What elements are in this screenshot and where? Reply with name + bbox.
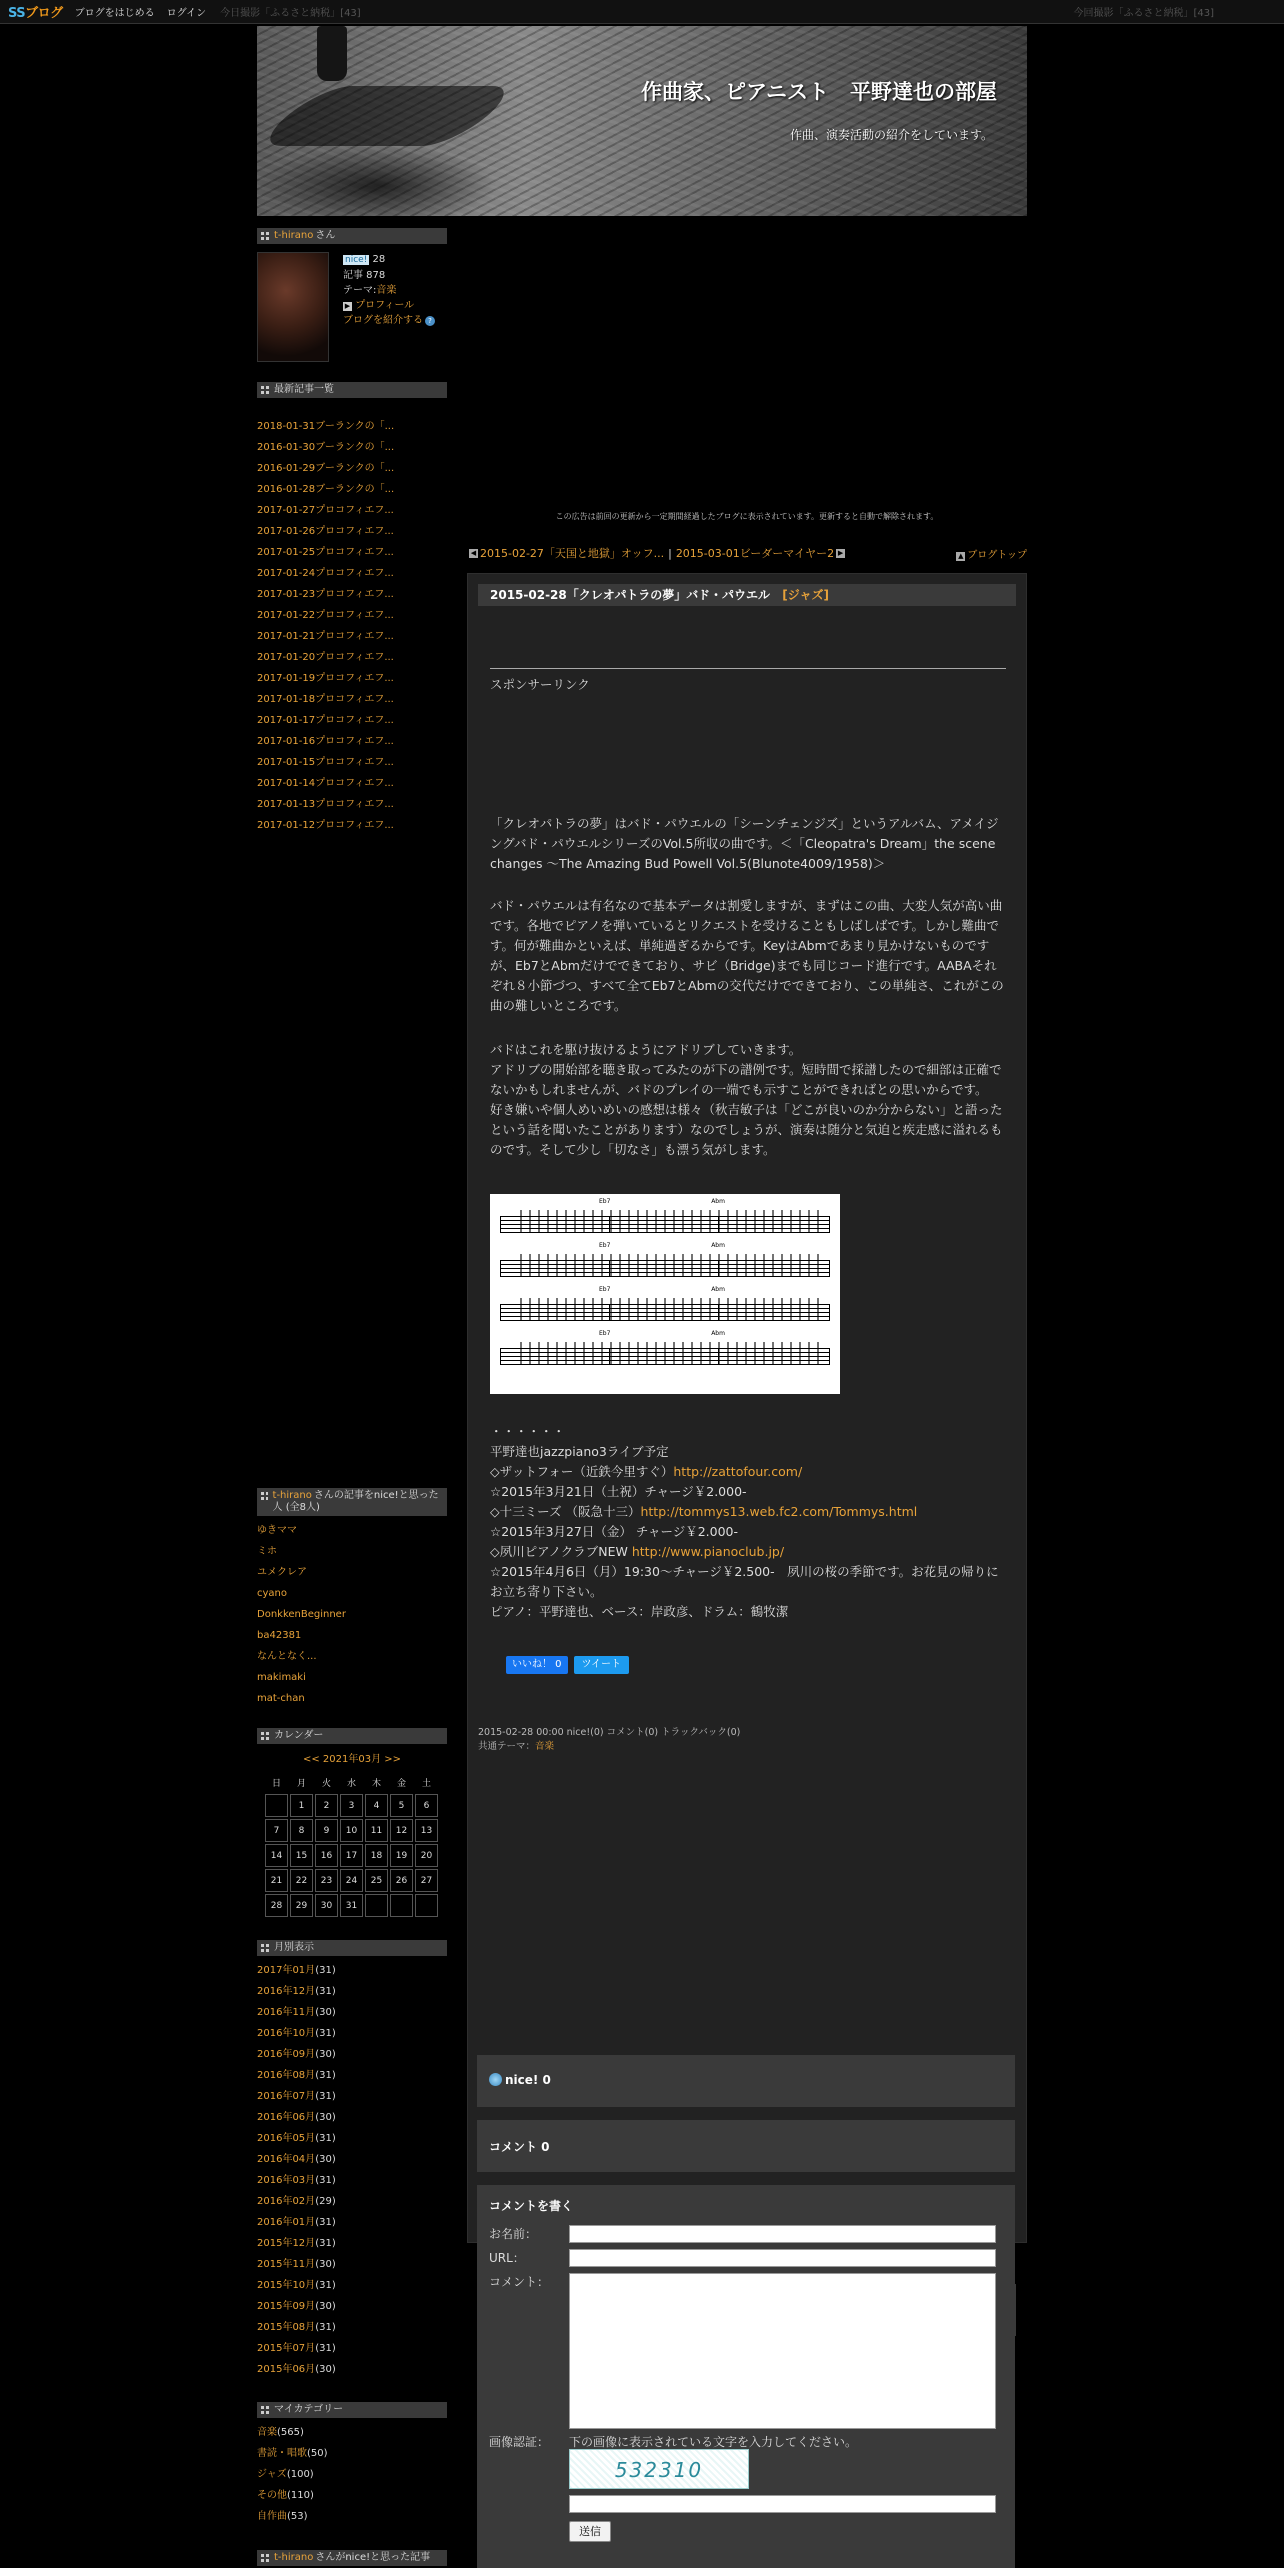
- calendar-day: 4: [365, 1794, 388, 1817]
- archive-count: (31): [315, 1986, 336, 1997]
- calendar-day: 2: [315, 1794, 338, 1817]
- nice-count: 28: [372, 254, 386, 265]
- archive-month-link[interactable]: 2016年07月: [257, 2091, 316, 2102]
- calendar-day: 14: [265, 1844, 288, 1867]
- category-count: (110): [287, 2490, 314, 2501]
- meta-comment-link[interactable]: コメント(0): [606, 1727, 659, 1738]
- facebook-like-button[interactable]: いいね！ 0: [506, 1656, 568, 1674]
- archive-month-link[interactable]: 2015年08月: [257, 2322, 316, 2333]
- calendar-day: 8: [290, 1819, 313, 1842]
- archive-count: (31): [315, 1965, 336, 1976]
- recent-article-link[interactable]: 2018-01-31ブーランクの「...: [257, 421, 395, 432]
- archive-month-link[interactable]: 2016年04月: [257, 2154, 316, 2165]
- meta-theme-link[interactable]: 音楽: [535, 1741, 555, 1752]
- topbar-note[interactable]: 今日撮影「ふるさと納税」[43]: [220, 8, 361, 19]
- archive-count: (29): [315, 2196, 336, 2207]
- archive-count: (31): [315, 2133, 336, 2144]
- archive-month-link[interactable]: 2015年10月: [257, 2280, 316, 2291]
- calendar-prev-link[interactable]: <<: [302, 1754, 320, 1765]
- profile-link[interactable]: プロフィール: [355, 300, 415, 311]
- calendar-day: [265, 1794, 288, 1817]
- recent-article-link[interactable]: 2017-01-25プロコフィエフ...: [257, 547, 394, 558]
- calendar-day: 3: [340, 1794, 363, 1817]
- nice-badge: nice!: [345, 255, 368, 265]
- recent-article-link[interactable]: 2017-01-22プロコフィエフ...: [257, 610, 394, 621]
- category-link[interactable]: 音楽: [257, 2427, 277, 2438]
- category-count: (100): [286, 2469, 314, 2480]
- recent-article-link[interactable]: 2017-01-26プロコフィエフ...: [257, 526, 394, 537]
- archive-count: (31): [315, 2217, 336, 2228]
- calendar-day: [415, 1894, 438, 1917]
- calendar-day: 17: [340, 1844, 363, 1867]
- archive-count: (31): [315, 2028, 336, 2039]
- calendar-day: 24: [340, 1869, 363, 1892]
- start-blog-link[interactable]: ブログをはじめる: [74, 8, 155, 19]
- arrow-right-icon: ▶: [837, 548, 844, 557]
- recent-article-link[interactable]: 2017-01-19プロコフィエフ...: [257, 673, 394, 684]
- article: [467, 573, 1027, 2243]
- sidebar: [257, 228, 447, 2563]
- meta-trackback-link[interactable]: トラックバック(0): [661, 1727, 741, 1738]
- score-chord: Eb7: [599, 1242, 611, 1249]
- archive-count: (31): [315, 2070, 336, 2081]
- recent-article-link[interactable]: 2017-01-13プロコフィエフ...: [257, 799, 394, 810]
- calendar-day: 28: [265, 1894, 288, 1917]
- grid-icon: [261, 232, 269, 240]
- arrow-left-icon: ◀: [470, 548, 477, 557]
- archive-box-title: 月別表示: [257, 1940, 447, 1956]
- score-staff: [500, 1242, 830, 1294]
- article-paragraph-1: 「クレオパトラの夢」はバド・パウエルの「シーンチェンジズ」というアルバム、アメイジングバド・パウエルシリーズのVol.5所収の曲です。＜「Cleopatra's Dream」the scene changes 〜The Amazing Bud Powell Vol.5(Blunote4009/1958)＞: [490, 816, 999, 871]
- live-2-link[interactable]: http://tommys13.web.fc2.com/Tommys.html: [640, 1504, 918, 1519]
- calendar-day: 19: [390, 1844, 413, 1867]
- comment-panel-title: コメント 0: [489, 2140, 550, 2154]
- archive-count: (30): [315, 2301, 336, 2312]
- nicers-box-title: t-hirano さんの記事をnice!と思った人 (全8人): [257, 1488, 447, 1516]
- archive-count: (30): [315, 2154, 336, 2165]
- recent-article-link[interactable]: 2017-01-15プロコフィエフ...: [257, 757, 394, 768]
- sponsor-label: スポンサーリンク: [490, 677, 590, 692]
- calendar-box: [257, 1728, 447, 1919]
- score-chord: Abm: [711, 1198, 725, 1205]
- login-link[interactable]: ログイン: [166, 8, 207, 19]
- archive-month-link[interactable]: 2016年03月: [257, 2175, 316, 2186]
- calendar-day: 1: [290, 1794, 313, 1817]
- ad-note: この広告は前回の更新から一定期間経過したブログに表示されています。更新すると自動で解除されます。: [555, 512, 939, 521]
- calendar-day: 29: [290, 1894, 313, 1917]
- archive-count: (30): [315, 2259, 336, 2270]
- archive-month-link[interactable]: 2015年11月: [257, 2259, 316, 2270]
- blog-top-link[interactable]: ブログトップ: [967, 549, 1027, 561]
- calendar-box-title: カレンダー: [257, 1728, 447, 1744]
- arrow-up-icon: ▲: [958, 551, 964, 560]
- tweet-button[interactable]: ツイート: [574, 1656, 630, 1674]
- score-staff: [500, 1330, 830, 1382]
- archive-count: (30): [315, 2364, 336, 2375]
- members: ピアノ：平野達也、ベース：岸政彦、ドラム：鶴牧潔: [490, 1604, 789, 1619]
- nicer-user-link[interactable]: なんとなく...: [257, 1651, 317, 1662]
- blog-description: 作曲、演奏活動の紹介をしています。: [789, 128, 993, 142]
- top-bar: [0, 0, 1284, 24]
- calendar-day: 25: [365, 1869, 388, 1892]
- category-count: (565): [277, 2427, 304, 2438]
- calendar-weekday: 土: [421, 1778, 431, 1789]
- nicer-user-link[interactable]: makimaki: [257, 1672, 306, 1683]
- recent-article-link[interactable]: 2016-01-30ブーランクの「...: [257, 442, 395, 453]
- archive-month-link[interactable]: 2016年09月: [257, 2049, 316, 2060]
- divider: [490, 668, 1006, 669]
- recent-article-link[interactable]: 2016-01-29ブーランクの「...: [257, 463, 395, 474]
- calendar-day: 6: [415, 1794, 438, 1817]
- calendar-day: 7: [265, 1819, 288, 1842]
- archive-list: [257, 1960, 447, 2380]
- archive-month-link[interactable]: 2016年06月: [257, 2112, 316, 2123]
- help-icon[interactable]: ?: [425, 316, 435, 326]
- article-dots: ・・・・・・: [490, 1424, 566, 1439]
- archive-count: (31): [315, 2091, 336, 2102]
- archive-count: (30): [315, 2049, 336, 2060]
- calendar-day: 16: [315, 1844, 338, 1867]
- calendar-day: 21: [265, 1869, 288, 1892]
- recent-articles-list: [257, 416, 447, 836]
- archive-month-link[interactable]: 2015年12月: [257, 2238, 316, 2249]
- profile-info: nice! 28 記事 878 テーマ:音楽 ▶ プロフィール ブログを紹介する ?: [343, 252, 435, 362]
- live-1-date: ☆2015年3月21日（土祝）チャージ￥2.000-: [490, 1484, 747, 1499]
- article-nav: ◀ 2015-02-27「天国と地獄」オッフ... | 2015-03-01ビーダーマイヤー2 ▶ ▲ ブログトップ: [470, 546, 1027, 561]
- recent-article-link[interactable]: 2017-01-12プロコフィエフ...: [257, 820, 394, 831]
- live-3-date: ☆2015年4月6日（月）19:30〜チャージ￥2.500- 夙川の桜の季節です。お花見の帰りにお立ち寄り下さい。: [490, 1564, 999, 1599]
- recent-article-link[interactable]: 2017-01-18プロコフィエフ...: [257, 694, 394, 705]
- calendar-day: 20: [415, 1844, 438, 1867]
- comment-form: [477, 2185, 1015, 2568]
- nicer-user-link[interactable]: DonkkenBeginner: [257, 1609, 346, 1620]
- nice-panel-box: [477, 2055, 1015, 2107]
- article-paragraph-3: バドはこれを駆け抜けるようにアドリブしていきます。 アドリブの開始部を聴き取ってみたのが下の譜例です。短時間で採譜したので細部は正確でないかもしれませんが、バドのプレイの一端でも示すことができればとの思いからです。 好き嫌いや個人めいめいの感想は様々（秋吉敏子は「どこが良いのか分からない」と語ったという話を聞いたことがあります）なのでしょうが、演奏は随分と気迫と疾走感に溢れるものです。そして少し「切なさ」も漂う気がします。: [490, 1042, 1003, 1157]
- category-link[interactable]: その他: [257, 2490, 287, 2501]
- site-logo[interactable]: SSブログ: [8, 6, 63, 21]
- nicer-user-link[interactable]: ゆきママ: [257, 1525, 297, 1536]
- comment-label: コメント：: [489, 2275, 550, 2289]
- captcha-image: 532310: [569, 2449, 749, 2489]
- calendar-day: 23: [315, 1869, 338, 1892]
- music-score-image[interactable]: [490, 1194, 840, 1394]
- recent-article-link[interactable]: 2017-01-17プロコフィエフ...: [257, 715, 394, 726]
- archive-month-link[interactable]: 2016年05月: [257, 2133, 316, 2144]
- calendar-day: 11: [365, 1819, 388, 1842]
- avatar[interactable]: [257, 252, 329, 362]
- grid-icon: [261, 1732, 269, 1740]
- live-1-link[interactable]: http://zattofour.com/: [673, 1464, 803, 1479]
- live-3-link[interactable]: http://www.pianoclub.jp/: [631, 1544, 785, 1559]
- recent-article-link[interactable]: 2017-01-20プロコフィエフ...: [257, 652, 394, 663]
- header-photo-shadow: [257, 86, 523, 146]
- category-box: [257, 2402, 447, 2527]
- arrow-right-icon: ▶: [344, 302, 351, 310]
- recent-article-link[interactable]: 2016-01-28ブーランクの「...: [257, 484, 395, 495]
- archive-month-link[interactable]: 2017年01月: [257, 1965, 316, 1976]
- score-chord: Abm: [711, 1330, 725, 1337]
- calendar-weekday: 水: [346, 1778, 356, 1789]
- archive-count: (31): [315, 2322, 336, 2333]
- recent-article-link[interactable]: 2017-01-14プロコフィエフ...: [257, 778, 394, 789]
- live-1: ◇ザットフォー（近鉄今里すぐ）http://zattofour.com/: [490, 1464, 803, 1479]
- score-chord: Eb7: [599, 1286, 611, 1293]
- nicers-user-link[interactable]: t-hirano: [272, 1490, 312, 1501]
- calendar-day: 13: [415, 1819, 438, 1842]
- article-count: 記事 878: [343, 270, 386, 281]
- recent-article-link[interactable]: 2017-01-16プロコフィエフ...: [257, 736, 394, 747]
- article-category-link[interactable]: [ジャズ]: [782, 588, 829, 602]
- nicer-user-link[interactable]: mat-chan: [257, 1693, 305, 1704]
- grid-icon: [261, 1492, 268, 1500]
- submit-button[interactable]: 送信: [569, 2521, 611, 2542]
- category-count: (50): [307, 2448, 328, 2459]
- topbar-right-note[interactable]: 今回撮影「ふるさと納税」[43]: [1073, 8, 1214, 19]
- article-meta: 2015-02-28 00:00 nice!(0) コメント(0) トラックバック(0) 共通テーマ：音楽: [478, 1727, 741, 1752]
- calendar-day: [390, 1894, 413, 1917]
- calendar-day: 27: [415, 1869, 438, 1892]
- share-buttons: [506, 1656, 629, 1674]
- profile-box: [257, 252, 447, 362]
- archive-month-link[interactable]: 2015年06月: [257, 2364, 316, 2375]
- name-input[interactable]: [569, 2225, 996, 2243]
- blog-header: [257, 26, 1027, 216]
- archive-count: (31): [315, 2238, 336, 2249]
- calendar-table: [263, 1770, 440, 1919]
- category-link[interactable]: ジャズ: [257, 2469, 287, 2480]
- profile-user-link[interactable]: t-hirano: [274, 230, 314, 241]
- blog-title[interactable]: 作曲家、ピアニスト 平野達也の部屋: [641, 80, 997, 104]
- category-count: (53): [287, 2511, 308, 2522]
- nicer-user-link[interactable]: cyano: [257, 1588, 287, 1599]
- recent-article-link[interactable]: 2017-01-24プロコフィエフ...: [257, 568, 394, 579]
- nicers-list: [257, 1520, 447, 1709]
- category-link[interactable]: 自作曲: [257, 2511, 287, 2522]
- live-2: ◇十三ミーズ （阪急十三）http://tommys13.web.fc2.com/Tommys.html: [490, 1504, 918, 1519]
- bottom-box-title: t-hirano さんがnice!と思った記事: [257, 2550, 447, 2566]
- prev-article-link[interactable]: 2015-02-27「天国と地獄」オッフ...: [480, 547, 665, 560]
- archive-month-link[interactable]: 2015年09月: [257, 2301, 316, 2312]
- archive-month-link[interactable]: 2015年07月: [257, 2343, 316, 2354]
- score-staff: [500, 1286, 830, 1338]
- calendar-day: 9: [315, 1819, 338, 1842]
- recent-article-link[interactable]: 2017-01-23プロコフィエフ...: [257, 589, 394, 600]
- score-staff: [500, 1198, 830, 1250]
- recent-article-link[interactable]: 2017-01-21プロコフィエフ...: [257, 631, 394, 642]
- calendar-weekday: 月: [296, 1778, 306, 1789]
- nice-icon: [489, 2073, 502, 2086]
- meta-nice-link[interactable]: nice!(0): [566, 1727, 604, 1738]
- category-box-title: マイカテゴリー: [257, 2402, 447, 2418]
- nice-count-title: nice! 0: [505, 2073, 551, 2087]
- category-list: [257, 2422, 447, 2527]
- captcha-input[interactable]: [569, 2495, 996, 2513]
- calendar-day: 30: [315, 1894, 338, 1917]
- article-title-bar: [478, 584, 1016, 606]
- archive-count: (31): [315, 2175, 336, 2186]
- calendar-next-link[interactable]: >>: [384, 1754, 402, 1765]
- score-chord: Abm: [711, 1286, 725, 1293]
- article-title[interactable]: 2015-02-28「クレオパトラの夢」バド・パウエル: [490, 588, 771, 602]
- name-label: お名前：: [489, 2227, 538, 2241]
- calendar-weekday: 火: [321, 1778, 331, 1789]
- grid-icon: [261, 2406, 269, 2414]
- calendar-day: 18: [365, 1844, 388, 1867]
- captcha-label: 画像認証：: [489, 2435, 550, 2449]
- archive-month-link[interactable]: 2016年11月: [257, 2007, 316, 2018]
- blog-intro-link[interactable]: ブログを紹介する: [343, 315, 423, 326]
- recent-box-title: 最新記事一覧: [257, 382, 447, 398]
- nicer-user-link[interactable]: ba42381: [257, 1630, 302, 1641]
- archive-month-link[interactable]: 2016年02月: [257, 2196, 316, 2207]
- header-photo-figure: [317, 26, 347, 81]
- calendar-day: 10: [340, 1819, 363, 1842]
- calendar-month-nav: [257, 1750, 447, 1766]
- comment-form-title: コメントを書く: [489, 2199, 574, 2213]
- archive-count: (30): [315, 2007, 336, 2018]
- bottom-box-user-link[interactable]: t-hirano: [274, 2552, 314, 2563]
- calendar-month-link[interactable]: 2021年03月: [322, 1754, 382, 1765]
- calendar-day: 15: [290, 1844, 313, 1867]
- nicer-user-link[interactable]: ユメクレア: [257, 1567, 307, 1578]
- url-input[interactable]: [569, 2249, 996, 2267]
- score-chord: Eb7: [599, 1198, 611, 1205]
- grid-icon: [261, 1944, 269, 1952]
- live-3: ◇夙川ピアノクラブNEW http://www.pianoclub.jp/: [490, 1544, 785, 1559]
- comment-textarea[interactable]: [569, 2273, 996, 2429]
- calendar-weekday: 日: [271, 1778, 281, 1789]
- archive-month-link[interactable]: 2016年12月: [257, 1986, 316, 1997]
- calendar-day: 22: [290, 1869, 313, 1892]
- archive-month-link[interactable]: 2016年08月: [257, 2070, 316, 2081]
- live-title: 平野達也jazzpiano3ライブ予定: [490, 1444, 669, 1459]
- next-article-link[interactable]: 2015-03-01ビーダーマイヤー2: [675, 547, 835, 560]
- grid-icon: [261, 386, 269, 394]
- archive-month-link[interactable]: 2016年10月: [257, 2028, 316, 2039]
- recent-article-link[interactable]: 2017-01-27プロコフィエフ...: [257, 505, 394, 516]
- calendar-day: [365, 1894, 388, 1917]
- theme-link[interactable]: 音楽: [376, 285, 397, 296]
- calendar-day: 12: [390, 1819, 413, 1842]
- archive-count: (30): [315, 2112, 336, 2123]
- score-chord: Eb7: [599, 1330, 611, 1337]
- live-2-date: ☆2015年3月27日（金） チャージ￥2.000-: [490, 1524, 739, 1539]
- calendar-day: 26: [390, 1869, 413, 1892]
- archive-box: [257, 1940, 447, 2380]
- article-paragraph-2: バド・パウエルは有名なので基本データは割愛しますが、まずはこの曲、大変人気が高い曲です。各地でピアノを弾いているとリクエストを受けることもしばしばです。しかし難曲です。何が難曲かといえば、単純過ぎるからです。KeyはAbmであまり見かけないものですが、Eb7とAbmだけでできており、サビ（Bridge)までも同じコード進行です。AABAそれぞれ８小節づつ、すべて全てEb7とAbmの交代だけでできており、この単純さ、これがこの曲の難しいところです。: [490, 898, 1004, 1013]
- calendar-day: 5: [390, 1794, 413, 1817]
- calendar-day: 31: [340, 1894, 363, 1917]
- archive-month-link[interactable]: 2016年01月: [257, 2217, 316, 2228]
- nicer-user-link[interactable]: ミホ: [257, 1546, 277, 1557]
- archive-count: (31): [315, 2343, 336, 2354]
- category-link[interactable]: 書読・唱歌: [257, 2448, 307, 2459]
- url-label: URL：: [489, 2251, 525, 2265]
- comment-panel: [477, 2120, 1015, 2172]
- score-chord: Abm: [711, 1242, 725, 1249]
- profile-box-title: t-hirano さん: [257, 228, 447, 244]
- calendar-weekday: 木: [371, 1778, 381, 1789]
- calendar-weekday: 金: [396, 1778, 406, 1789]
- archive-count: (31): [315, 2280, 336, 2291]
- captcha-hint: 下の画像に表示されている文字を入力してください。: [569, 2435, 858, 2449]
- grid-icon: [261, 2554, 269, 2562]
